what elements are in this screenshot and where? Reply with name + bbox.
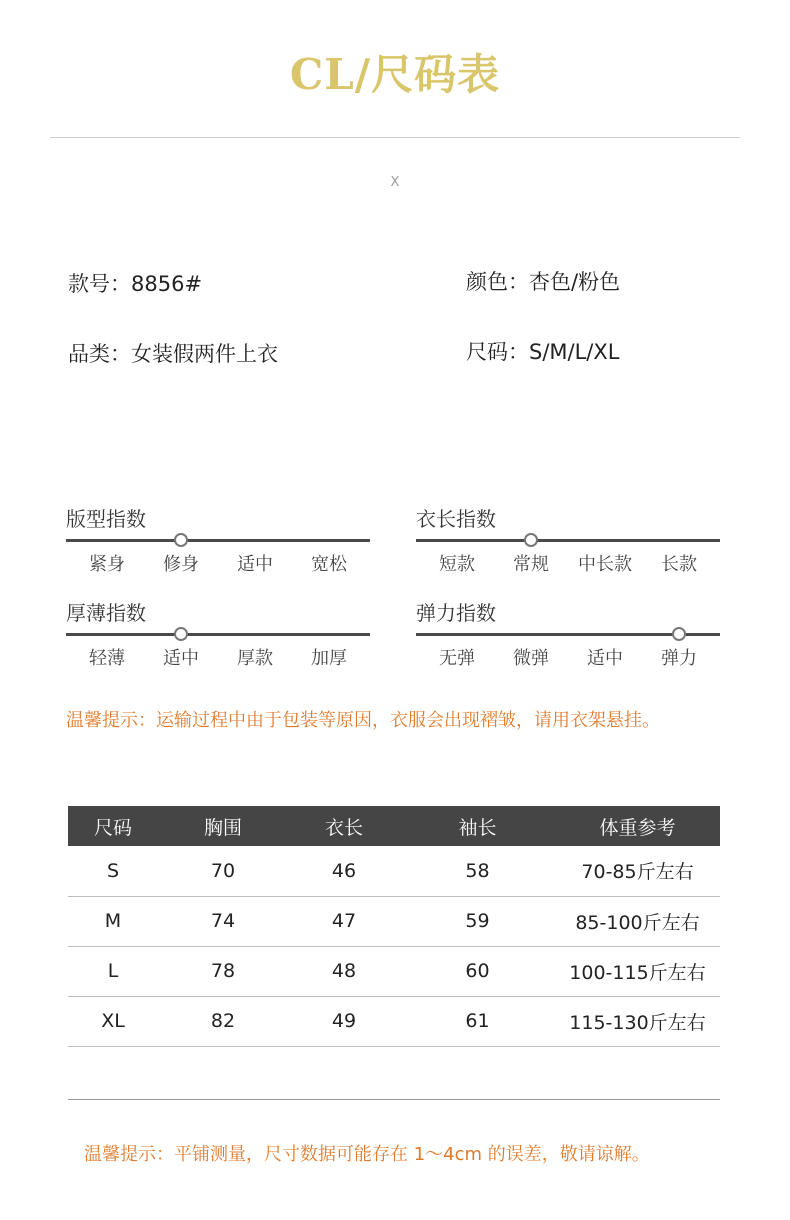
table-cell: 61 xyxy=(400,996,555,1046)
table-row xyxy=(68,846,720,896)
length-index-title: 衣长指数 xyxy=(416,507,496,531)
scale-label: 适中 xyxy=(237,554,273,575)
table-header-row xyxy=(68,806,720,846)
scale-label: 紧身 xyxy=(89,554,125,575)
table-row xyxy=(68,996,720,1046)
thickness-index-title: 厚薄指数 xyxy=(66,601,146,625)
elasticity-index-labels xyxy=(416,644,720,674)
length-index-knob xyxy=(524,533,538,547)
measurement-tip: 温馨提示：平铺测量，尺寸数据可能存在 1～4cm 的误差，敬请谅解。 xyxy=(84,1144,650,1165)
fit-index-labels xyxy=(66,550,370,580)
fit-index-knob xyxy=(174,533,188,547)
category-info: 品类：女装假两件上衣 xyxy=(68,342,278,366)
length-index-track xyxy=(416,539,720,542)
table-cell: XL xyxy=(68,996,158,1046)
elasticity-index-knob xyxy=(672,627,686,641)
scale-label: 微弹 xyxy=(513,648,549,669)
table-cell: 85-100斤左右 xyxy=(555,896,720,946)
thickness-index xyxy=(66,599,370,674)
scale-label: 中长款 xyxy=(578,554,632,575)
table-cell: 70 xyxy=(158,846,288,896)
table-cell: 58 xyxy=(400,846,555,896)
table-cell: L xyxy=(68,946,158,996)
scale-label: 适中 xyxy=(587,648,623,669)
style-number: 款号：8856# xyxy=(68,272,203,296)
table-header: 尺码 xyxy=(68,806,158,846)
page-title: CL/尺码表 xyxy=(289,50,501,99)
scale-label: 弹力 xyxy=(661,648,697,669)
table-cell: 47 xyxy=(288,896,400,946)
elasticity-index xyxy=(416,599,720,674)
table-header: 体重参考 xyxy=(555,806,720,846)
scale-label: 无弹 xyxy=(439,648,475,669)
table-cell: 59 xyxy=(400,896,555,946)
table-cell: 60 xyxy=(400,946,555,996)
table-cell: S xyxy=(68,846,158,896)
table-row xyxy=(68,896,720,946)
fit-index-track xyxy=(66,539,370,542)
divider xyxy=(50,137,740,138)
fit-index-title: 版型指数 xyxy=(66,507,146,531)
table-header: 袖长 xyxy=(400,806,555,846)
thickness-index-track xyxy=(66,633,370,636)
scale-label: 适中 xyxy=(163,648,199,669)
table-cell: 78 xyxy=(158,946,288,996)
table-row xyxy=(68,946,720,996)
table-cell: 115-130斤左右 xyxy=(555,996,720,1046)
length-index xyxy=(416,505,720,580)
table-cell: 82 xyxy=(158,996,288,1046)
length-index-labels xyxy=(416,550,720,580)
scale-label: 长款 xyxy=(661,554,697,575)
table-cell: 100-115斤左右 xyxy=(555,946,720,996)
table-cell: 46 xyxy=(288,846,400,896)
elasticity-index-track xyxy=(416,633,720,636)
scale-label: 常规 xyxy=(513,554,549,575)
fit-index xyxy=(66,505,370,580)
thickness-index-knob xyxy=(174,627,188,641)
elasticity-index-title: 弹力指数 xyxy=(416,601,496,625)
size-info: 尺码：S/M/L/XL xyxy=(466,340,620,364)
table-cell: 49 xyxy=(288,996,400,1046)
divider xyxy=(68,1099,720,1100)
size-table xyxy=(68,806,720,1047)
scale-label: 轻薄 xyxy=(89,648,125,669)
color-info: 颜色：杏色/粉色 xyxy=(466,270,621,294)
table-header: 胸围 xyxy=(158,806,288,846)
x-mark: X xyxy=(390,175,400,190)
table-cell: 74 xyxy=(158,896,288,946)
table-cell: 48 xyxy=(288,946,400,996)
scale-label: 修身 xyxy=(163,554,199,575)
table-header: 衣长 xyxy=(288,806,400,846)
scale-label: 厚款 xyxy=(237,648,273,669)
scale-label: 短款 xyxy=(439,554,475,575)
transport-tip: 温馨提示：运输过程中由于包装等原因，衣服会出现褶皱，请用衣架悬挂。 xyxy=(66,710,660,731)
scale-label: 加厚 xyxy=(311,648,347,669)
thickness-index-labels xyxy=(66,644,370,674)
table-cell: M xyxy=(68,896,158,946)
scale-label: 宽松 xyxy=(311,554,347,575)
table-cell: 70-85斤左右 xyxy=(555,846,720,896)
